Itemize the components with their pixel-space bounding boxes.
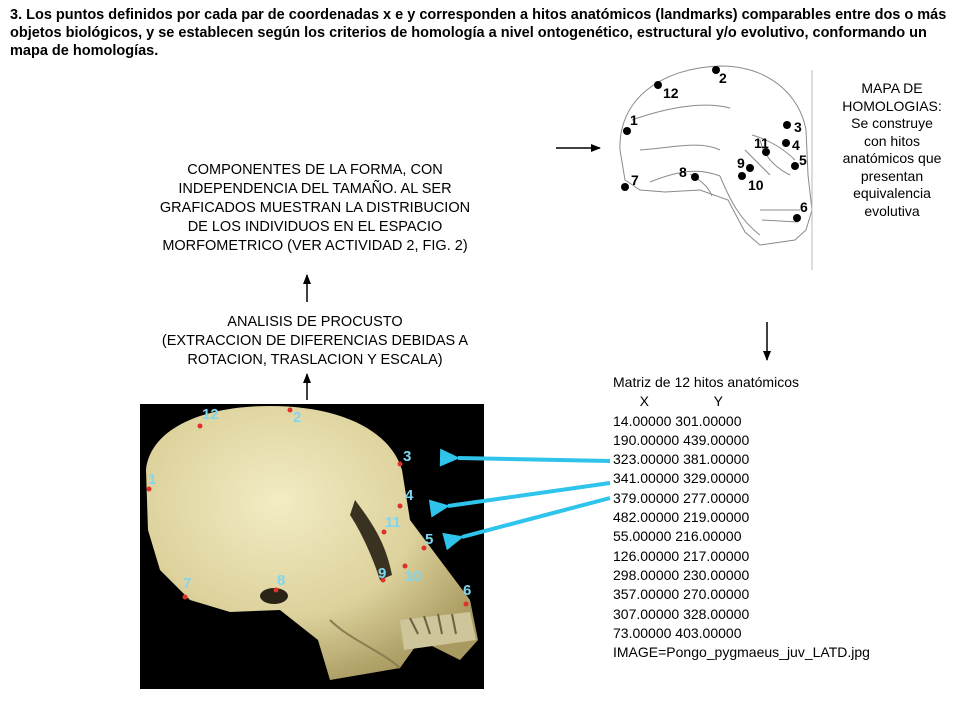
- matrix-cell-x: 126.00000: [613, 547, 680, 564]
- sketch-landmark-label-2: 2: [719, 70, 727, 86]
- matrix-cell-y: 219.00000: [683, 509, 750, 526]
- matrix-cell-y: 328.00000: [683, 605, 750, 622]
- sketch-landmark-label-5: 5: [799, 152, 807, 168]
- sketch-landmark-point-12: [654, 81, 662, 89]
- sketch-landmark-label-11: 11: [754, 135, 769, 151]
- photo-landmark-label-8: 8: [277, 572, 286, 589]
- text-line: INDEPENDENCIA DEL TAMAÑO. AL SER: [178, 181, 452, 197]
- sketch-landmark-labels: [630, 70, 808, 215]
- matrix-cell-y: 277.00000: [683, 489, 750, 506]
- sketch-landmark-label-3: 3: [794, 119, 802, 135]
- photo-landmark-label-9: 9: [378, 565, 387, 582]
- matrix-title: Matriz de 12 hitos anatómicos: [613, 374, 799, 390]
- photo-landmark-point-2: [288, 408, 293, 413]
- photo-landmark-label-5: 5: [425, 531, 434, 548]
- photo-landmark-label-12: 12: [202, 406, 219, 423]
- sketch-landmark-point-7: [621, 183, 629, 191]
- photo-landmark-point-7: [183, 595, 188, 600]
- sketch-landmark-label-7: 7: [631, 172, 639, 188]
- sketch-landmark-point-1: [623, 127, 631, 135]
- sketch-landmark-point-3: [783, 121, 791, 129]
- page-heading: 3. Los puntos definidos por cada par de coordenadas x e y corresponden a hitos anatómicos (landmarks) comparables entre dos o más objetos biológicos, y se establecen según los criterios de homología a nivel ontogenético, estructural y/o evolutivo, conformando un mapa de homologías.: [10, 7, 947, 59]
- text-line: ROTACION, TRASLACION Y ESCALA): [187, 352, 443, 368]
- matrix-cell-y: 403.00000: [675, 624, 742, 641]
- sketch-landmark-label-10: 10: [748, 177, 764, 193]
- photo-landmark-point-4: [398, 504, 403, 509]
- text-line: anatómicos que: [842, 150, 942, 166]
- matrix-cell-x: 323.00000: [613, 451, 680, 468]
- photo-landmark-label-3: 3: [403, 448, 412, 465]
- matrix-cell-x: 73.00000: [613, 624, 672, 641]
- matrix-cell-x: 341.00000: [613, 470, 680, 487]
- sketch-landmark-label-12: 12: [663, 85, 679, 101]
- matrix-cell-x: 14.00000: [613, 412, 672, 429]
- photo-landmark-label-1: 1: [148, 471, 157, 488]
- matrix-image-label: IMAGE=Pongo_pygmaeus_juv_LATD.jpg: [613, 644, 870, 661]
- matrix-cell-x: 307.00000: [613, 605, 680, 622]
- text-line: COMPONENTES DE LA FORMA, CON: [187, 162, 443, 178]
- sketch-landmark-label-1: 1: [630, 112, 638, 128]
- photo-landmark-point-12: [198, 424, 203, 429]
- photo-landmark-point-6: [464, 602, 469, 607]
- text-line: DE LOS INDIVIDUOS EN EL ESPACIO: [187, 219, 443, 235]
- text-line: Se construye: [851, 115, 933, 131]
- matrix-cell-x: 190.00000: [613, 431, 680, 448]
- sketch-landmark-point-4: [782, 139, 790, 147]
- sketch-landmark-point-6: [793, 214, 801, 222]
- matrix-cell-y: 270.00000: [683, 586, 750, 603]
- matrix-column-y: Y: [713, 393, 723, 410]
- sketch-landmark-point-8: [691, 173, 699, 181]
- sketch-landmark-label-6: 6: [800, 199, 808, 215]
- text-line: con hitos: [863, 132, 921, 149]
- matrix-cell-x: 357.00000: [613, 586, 680, 603]
- matrix-cell-x: 482.00000: [613, 509, 680, 526]
- photo-landmark-point-3: [398, 462, 403, 467]
- photo-landmark-label-10: 10: [405, 568, 422, 585]
- photo-landmark-label-6: 6: [463, 582, 472, 599]
- cyan-arrow-landmark-5: [462, 498, 610, 537]
- matrix-cell-y: 329.00000: [683, 470, 750, 487]
- matrix-cell-y: 301.00000: [675, 412, 742, 429]
- matrix-cell-x: 298.00000: [613, 566, 680, 583]
- photo-landmark-label-11: 11: [385, 514, 401, 531]
- text-line: ANALISIS DE PROCUSTO: [227, 314, 403, 330]
- matrix-column-x: X: [639, 393, 649, 410]
- matrix-cell-y: 216.00000: [675, 528, 742, 545]
- text-line: equivalencia: [853, 185, 931, 201]
- matrix-cell-x: 379.00000: [613, 489, 680, 506]
- text-line: HOMOLOGIAS:: [842, 97, 942, 114]
- text-line: evolutiva: [864, 202, 920, 219]
- matrix-cell-x: 55.00000: [613, 528, 672, 545]
- skull-sketch: [620, 66, 812, 270]
- matrix-cell-y: 217.00000: [683, 547, 750, 564]
- text-line: MORFOMETRICO (VER ACTIVIDAD 2, FIG. 2): [162, 238, 468, 254]
- photo-landmark-label-4: 4: [405, 487, 414, 504]
- matrix-cell-y: 381.00000: [683, 451, 750, 468]
- photo-landmark-label-7: 7: [183, 575, 192, 592]
- text-line: presentan: [860, 167, 924, 184]
- sketch-landmark-label-4: 4: [792, 137, 800, 153]
- text-line: MAPA DE: [861, 80, 923, 96]
- matrix-cell-y: 439.00000: [683, 431, 750, 448]
- text-line: GRAFICADOS MUESTRAN LA DISTRIBUCION: [159, 200, 471, 216]
- text-line: (EXTRACCION DE DIFERENCIAS DEBIDAS A: [161, 333, 469, 349]
- sketch-landmark-point-10: [746, 164, 754, 172]
- photo-landmark-label-2: 2: [293, 409, 302, 426]
- sketch-landmark-label-9: 9: [737, 155, 745, 171]
- matrix-cell-y: 230.00000: [683, 566, 750, 583]
- sketch-landmark-point-9: [738, 172, 746, 180]
- sketch-landmark-label-8: 8: [679, 164, 687, 180]
- sketch-landmark-point-5: [791, 162, 799, 170]
